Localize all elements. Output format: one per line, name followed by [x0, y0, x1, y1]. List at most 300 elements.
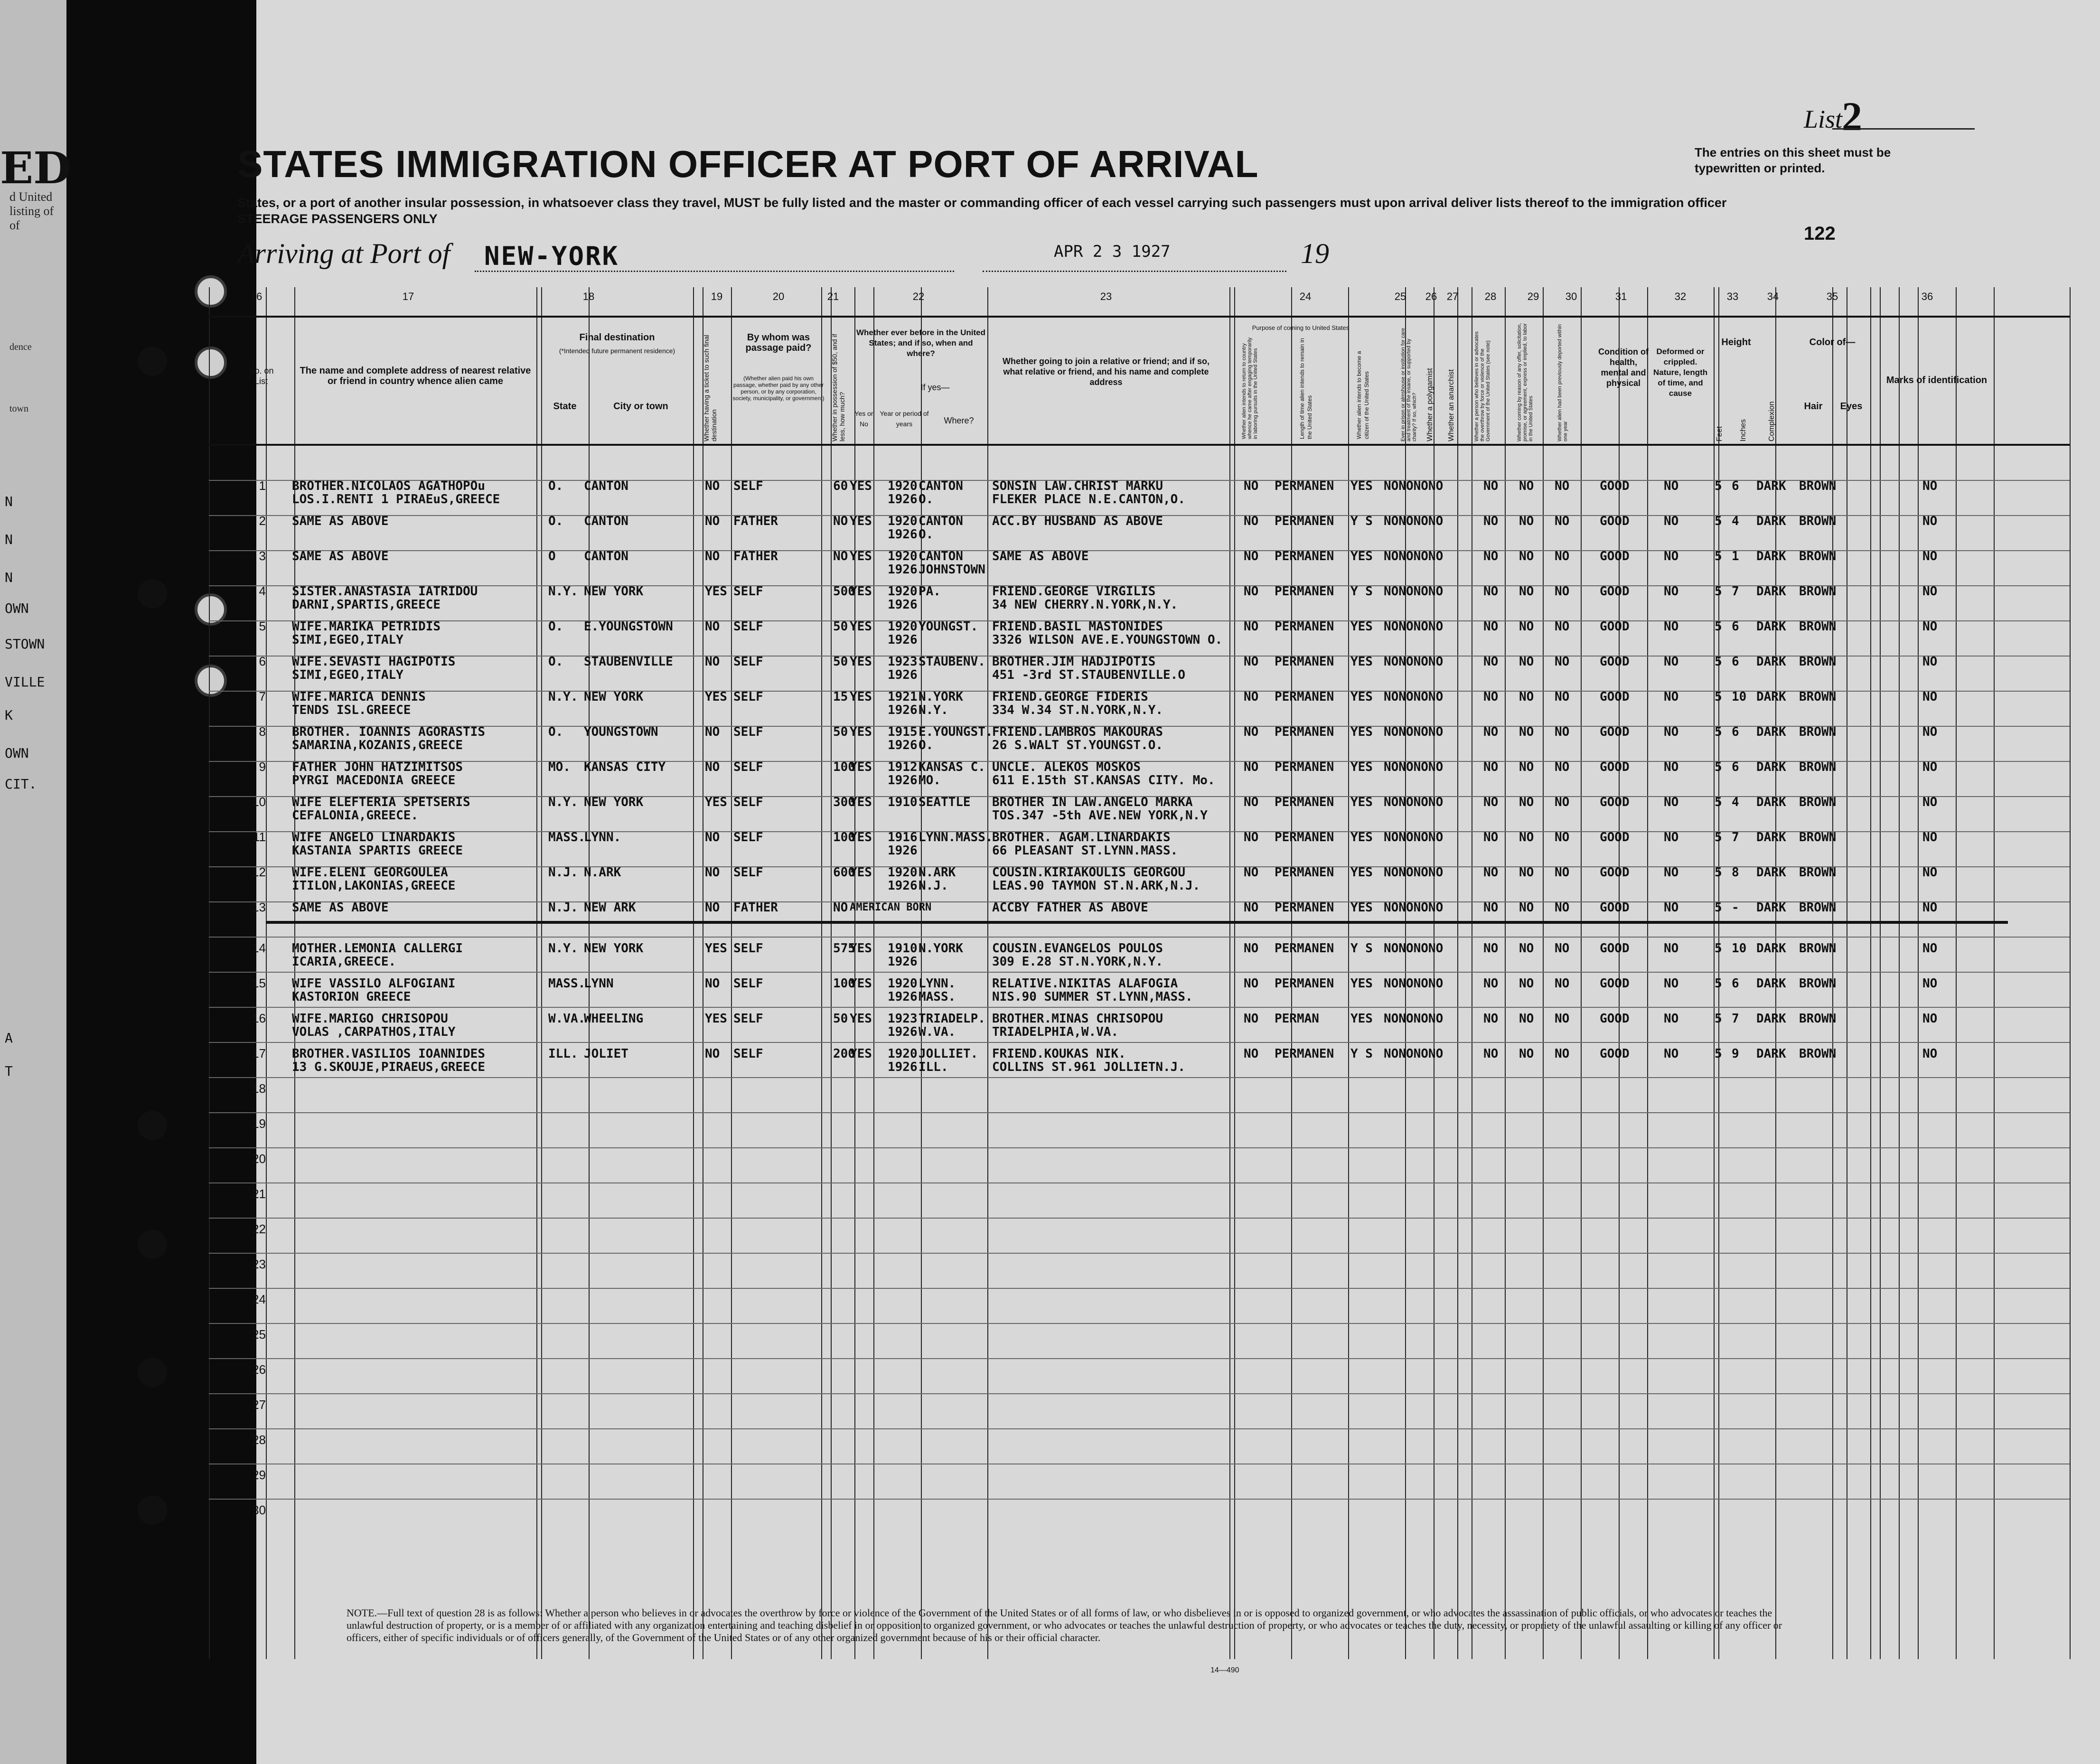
cell-inches: 4: [1732, 514, 1739, 528]
cell-where1: N.ARK: [919, 865, 956, 880]
cell-ticket: NO: [705, 514, 720, 528]
cell-marks: NO: [1922, 760, 1938, 774]
cell-years1: 1923: [888, 655, 918, 669]
grid-row-line: [209, 1428, 2070, 1429]
cell-ticket: NO: [705, 901, 720, 915]
cell-complexion: DARK: [1756, 549, 1786, 563]
grid-column-line: [1956, 287, 1957, 1659]
cell-q24b: PERMANEN: [1275, 514, 1334, 528]
cell-health: GOOD: [1600, 655, 1630, 669]
cell-q28: NO: [1483, 479, 1499, 493]
cell-money: 100: [833, 830, 855, 844]
cell-hair: BROWN: [1799, 941, 1837, 956]
cell-q24b: PERMAN: [1275, 1012, 1319, 1026]
cell-health: GOOD: [1600, 1047, 1630, 1061]
cell-hair: BROWN: [1799, 549, 1837, 563]
cell-rel1: SAME AS ABOVE: [292, 549, 389, 563]
cell-q24a: NO: [1244, 549, 1259, 563]
cell-q28: NO: [1483, 655, 1499, 669]
cell-money: 300: [833, 795, 855, 809]
cell-before: YES: [850, 941, 872, 956]
cell-city: NEW ARK: [584, 901, 636, 915]
cell-rel2: CEFALONIA,GREECE.: [292, 808, 419, 823]
cell-rel1: BROTHER.VASILIOS IOANNIDES: [292, 1047, 485, 1061]
cell-q24c: Y S: [1350, 941, 1373, 956]
cell-state: N.Y.: [548, 795, 578, 809]
grid-column-line: [541, 287, 542, 1659]
cell-q24b: PERMANEN: [1275, 865, 1334, 880]
cell-q24a: NO: [1244, 941, 1259, 956]
punch-hole: [138, 579, 167, 609]
cell-paid: FATHER: [733, 901, 778, 915]
column-number-33: 33: [1726, 291, 1739, 302]
cell-q24c: YES: [1350, 479, 1373, 493]
cell-complexion: DARK: [1756, 760, 1786, 774]
row-number: 2: [259, 514, 266, 528]
stub-town: STOWN: [5, 636, 45, 652]
grid-column-line: [693, 287, 694, 1659]
cell-money: 100: [833, 760, 855, 774]
grid-column-line: [1581, 287, 1582, 1659]
cell-where1: CANTON: [919, 479, 963, 493]
cell-where2: MASS.: [919, 990, 956, 1004]
hdr-inches: Inches: [1739, 419, 1747, 441]
grid-row-line: [209, 1393, 2070, 1394]
cell-years2: 1926: [888, 955, 918, 969]
cell-q28: NO: [1483, 976, 1499, 991]
cell-q24a: NO: [1244, 514, 1259, 528]
cell-state: O.: [548, 725, 563, 739]
stub-town: OWN: [5, 745, 29, 761]
cell-misc: NONONONO: [1384, 760, 1444, 774]
cell-q24c: YES: [1350, 725, 1373, 739]
cell-inches: 8: [1732, 865, 1739, 880]
cell-feet: 5: [1715, 479, 1722, 493]
cell-years1: 1920: [888, 514, 918, 528]
hdr-purpose: Purpose of coming to United States: [1252, 324, 1350, 331]
grid-header-line: [209, 316, 2070, 318]
cell-hair: BROWN: [1799, 1047, 1837, 1061]
cell-before: YES: [850, 865, 872, 880]
cell-q24c: Y S: [1350, 1047, 1373, 1061]
stub-town: N: [5, 570, 13, 585]
stub-town: T: [5, 1063, 13, 1079]
stub-col-b: town: [9, 403, 28, 414]
cell-where2: O.: [919, 492, 934, 507]
cell-feet: 5: [1715, 619, 1722, 634]
cell-misc: NONONONO: [1384, 549, 1444, 563]
cell-misc: NONONONO: [1384, 479, 1444, 493]
cell-health: GOOD: [1600, 584, 1630, 599]
cell-complexion: DARK: [1756, 830, 1786, 844]
cell-q29: NO: [1519, 976, 1534, 991]
cell-misc: NONONONO: [1384, 865, 1444, 880]
cell-q24c: YES: [1350, 1012, 1373, 1026]
grid-column-line: [1505, 287, 1506, 1659]
empty-row-number: 18: [252, 1081, 266, 1096]
cell-rel1: FATHER JOHN HATZIMITSOS: [292, 760, 463, 774]
cell-q24a: NO: [1244, 830, 1259, 844]
hdr-anarchist: Whether an anarchist: [1447, 369, 1455, 441]
cell-rel2: 13 G.SKOUJE,PIRAEUS,GREECE: [292, 1060, 485, 1074]
cell-q24b: PERMANEN: [1275, 619, 1334, 634]
cell-health: GOOD: [1600, 479, 1630, 493]
cell-health: GOOD: [1600, 830, 1630, 844]
cell-inches: 1: [1732, 549, 1739, 563]
cell-money: 15: [833, 690, 848, 704]
cell-city: STAUBENVILLE: [584, 655, 673, 669]
cell-marks: NO: [1922, 619, 1938, 634]
row-13-rule: [266, 921, 2008, 924]
cell-complexion: DARK: [1756, 941, 1786, 956]
stub-town: N: [5, 532, 13, 547]
cell-hair: BROWN: [1799, 901, 1837, 915]
cell-rel1: SISTER.ANASTASIA IATRIDOU: [292, 584, 478, 599]
cell-q30: NO: [1555, 941, 1570, 956]
row-number: 17: [252, 1046, 266, 1060]
form-number: 14—490: [1210, 1666, 1239, 1674]
column-number-29: 29: [1527, 291, 1539, 302]
stub-town: N: [5, 494, 13, 509]
stub-line1: d United: [9, 190, 53, 204]
cell-years1: 1923: [888, 1012, 918, 1026]
cell-q29: NO: [1519, 795, 1534, 809]
cell-misc: NONONONO: [1384, 901, 1444, 915]
column-number-20: 20: [772, 291, 785, 302]
grid-row-line: [209, 1499, 2070, 1500]
cell-deformed: NO: [1664, 976, 1679, 991]
cell-q24a: NO: [1244, 865, 1259, 880]
column-number-36: 36: [1921, 291, 1933, 302]
cell-q30: NO: [1555, 655, 1570, 669]
cell-deformed: NO: [1664, 1012, 1679, 1026]
cell-feet: 5: [1715, 1012, 1722, 1026]
hdr-marks: Marks of identification: [1886, 375, 1988, 385]
cell-years1: 1920: [888, 865, 918, 880]
page-title: STATES IMMIGRATION OFFICER AT PORT OF ARRIVAL: [237, 143, 1259, 185]
cell-years1: 1920: [888, 619, 918, 634]
cell-years2: 1926: [888, 738, 918, 752]
cell-marks: NO: [1922, 1047, 1938, 1061]
cell-rel1: WIFE.MARICA DENNIS: [292, 690, 426, 704]
cell-q30: NO: [1555, 725, 1570, 739]
cell-q24b: PERMANEN: [1275, 901, 1334, 915]
cell-before: YES: [850, 514, 872, 528]
cell-join2: COLLINS ST.961 JOLLIETN.J.: [992, 1060, 1185, 1074]
cell-rel1: BROTHER. IOANNIS AGORASTIS: [292, 725, 485, 739]
cell-rel2: SIMI,EGEO,ITALY: [292, 668, 403, 682]
subtitle: [237, 195, 1804, 227]
cell-before: YES: [850, 690, 872, 704]
hdr-if-yes: If yes—: [920, 383, 950, 392]
grid-column-line: [1899, 287, 1900, 1659]
port-line: [475, 271, 954, 272]
cell-health: GOOD: [1600, 941, 1630, 956]
cell-complexion: DARK: [1756, 1047, 1786, 1061]
cell-paid: SELF: [733, 865, 763, 880]
cell-rel2: LOS.I.RENTI 1 PIRAEuS,GREECE: [292, 492, 500, 507]
list-label: List: [1804, 105, 1843, 133]
cell-join1: FRIEND.KOUKAS NIK.: [992, 1047, 1126, 1061]
grid-column-line: [1543, 287, 1544, 1659]
cell-paid: SELF: [733, 760, 763, 774]
cell-paid: SELF: [733, 725, 763, 739]
cell-q30: NO: [1555, 479, 1570, 493]
cell-complexion: DARK: [1756, 514, 1786, 528]
cell-join2: 66 PLEASANT ST.LYNN.MASS.: [992, 844, 1178, 858]
punch-hole: [138, 1229, 167, 1259]
row-number: 12: [252, 865, 266, 879]
stub-town: K: [5, 707, 13, 723]
cell-state: N.J.: [548, 901, 578, 915]
column-number-35: 35: [1826, 291, 1838, 302]
cell-complexion: DARK: [1756, 479, 1786, 493]
cell-feet: 5: [1715, 584, 1722, 599]
cell-misc: NONONONO: [1384, 1012, 1444, 1026]
cell-join1: COUSIN.KIRIAKOULIS GEORGOU: [992, 865, 1185, 880]
cell-marks: NO: [1922, 584, 1938, 599]
cell-money: 100: [833, 976, 855, 991]
cell-q24a: NO: [1244, 760, 1259, 774]
stub-word: ED: [0, 142, 71, 194]
cell-hair: BROWN: [1799, 830, 1837, 844]
cell-state: MO.: [548, 760, 571, 774]
cell-where1: CANTON: [919, 549, 963, 563]
cell-ticket: YES: [705, 690, 727, 704]
cell-misc: NONONONO: [1384, 619, 1444, 634]
grid-row-line: [209, 937, 2070, 938]
hdr-paid-by-note: (Whether alien paid his own passage, whether paid by any other person, or by any corporation, society, municipality, or government): [732, 375, 825, 402]
cell-health: GOOD: [1600, 901, 1630, 915]
cell-before: YES: [850, 655, 872, 669]
cell-rel2: KASTORION GREECE: [292, 990, 411, 1004]
cell-q24c: YES: [1350, 976, 1373, 991]
cell-paid: SELF: [733, 655, 763, 669]
cell-before: YES: [850, 976, 872, 991]
cell-city: YOUNGSTOWN: [584, 725, 658, 739]
cell-q24a: NO: [1244, 976, 1259, 991]
cell-years2: 1926: [888, 844, 918, 858]
cell-q24a: NO: [1244, 584, 1259, 599]
empty-row-number: 30: [252, 1503, 266, 1517]
row-number: 13: [252, 900, 266, 914]
cell-ticket: NO: [705, 549, 720, 563]
cell-inches: 7: [1732, 830, 1739, 844]
cell-deformed: NO: [1664, 1047, 1679, 1061]
cell-deformed: NO: [1664, 690, 1679, 704]
cell-complexion: DARK: [1756, 865, 1786, 880]
empty-row-number: 20: [252, 1152, 266, 1166]
cell-health: GOOD: [1600, 725, 1630, 739]
cell-q24b: PERMANEN: [1275, 690, 1334, 704]
cell-ticket: NO: [705, 760, 720, 774]
cell-deformed: NO: [1664, 619, 1679, 634]
cell-inches: 6: [1732, 619, 1739, 634]
cell-paid: SELF: [733, 479, 763, 493]
cell-ticket: NO: [705, 865, 720, 880]
cell-q24a: NO: [1244, 1047, 1259, 1061]
cell-inches: 6: [1732, 479, 1739, 493]
hdr-deformed: Deformed or crippled. Nature, length of time, and cause: [1653, 347, 1708, 398]
subtitle-line2: STEERAGE PASSENGERS ONLY: [237, 212, 438, 226]
cell-rel1: MOTHER.LEMONIA CALLERGI: [292, 941, 463, 956]
cell-rel2: ITILON,LAKONIAS,GREECE: [292, 879, 456, 893]
cell-join1: BROTHER. AGAM.LINARDAKIS: [992, 830, 1171, 844]
cell-q24a: NO: [1244, 690, 1259, 704]
cell-health: GOOD: [1600, 760, 1630, 774]
cell-state: N.Y.: [548, 690, 578, 704]
grid-column-line: [1348, 287, 1349, 1659]
cell-q28: NO: [1483, 725, 1499, 739]
cell-q24b: PERMANEN: [1275, 760, 1334, 774]
cell-before: YES: [850, 1047, 872, 1061]
cell-rel2: DARNI,SPARTIS,GREECE: [292, 598, 441, 612]
cell-paid: SELF: [733, 1047, 763, 1061]
cell-q29: NO: [1519, 901, 1534, 915]
cell-where1: PA.: [919, 584, 941, 599]
cell-q30: NO: [1555, 584, 1570, 599]
cell-where1: KANSAS C.: [919, 760, 985, 774]
cell-q24a: NO: [1244, 901, 1259, 915]
cell-paid: SELF: [733, 976, 763, 991]
hdr-before: Whether ever before in the United States; and if so, when and where?: [856, 328, 986, 358]
cell-city: KANSAS CITY: [584, 760, 666, 774]
cell-feet: 5: [1715, 941, 1722, 956]
cell-join1: ACC.BY HUSBAND AS ABOVE: [992, 514, 1163, 528]
subtitle-line1: States, or a port of another insular possession, in whatsoever class they travel, MUST be fully listed and the master or commanding officer of each vessel carrying such passengers must upon arrival deliver lists thereof to the immigration officer: [237, 196, 1727, 210]
grid-row-line: [209, 1288, 2070, 1289]
cell-marks: NO: [1922, 725, 1938, 739]
cell-q29: NO: [1519, 619, 1534, 634]
cell-q24b: PERMANEN: [1275, 1047, 1334, 1061]
grid-row-line: [209, 1007, 2070, 1008]
cell-q28: NO: [1483, 760, 1499, 774]
cell-q28: NO: [1483, 514, 1499, 528]
cell-rel1: WIFE ELEFTERIA SPETSERIS: [292, 795, 470, 809]
cell-city: CANTON: [584, 514, 628, 528]
grid-column-line: [831, 287, 832, 1659]
cell-q28: NO: [1483, 795, 1499, 809]
cell-q24c: Y S: [1350, 584, 1373, 599]
cell-state: W.VA.: [548, 1012, 586, 1026]
cell-inches: 7: [1732, 584, 1739, 599]
cell-state: MASS.: [548, 830, 586, 844]
cell-q28: NO: [1483, 941, 1499, 956]
cell-q24a: NO: [1244, 479, 1259, 493]
cell-join2: 334 W.34 ST.N.YORK,N.Y.: [992, 703, 1163, 717]
cell-years2: 1926: [888, 773, 918, 788]
cell-q24a: NO: [1244, 795, 1259, 809]
stub-line2: listing of: [9, 204, 54, 218]
cell-hair: BROWN: [1799, 619, 1837, 634]
empty-row-number: 29: [252, 1468, 266, 1482]
cell-q29: NO: [1519, 655, 1534, 669]
cell-q24c: YES: [1350, 760, 1373, 774]
cell-ticket: NO: [705, 976, 720, 991]
grid-row-line: [209, 550, 2070, 551]
cell-q30: NO: [1555, 865, 1570, 880]
stub-col-a: dence: [9, 342, 32, 352]
cell-years1: 1920: [888, 584, 918, 599]
arriving-label: Arriving at Port of: [237, 238, 450, 269]
empty-row-number: 22: [252, 1222, 266, 1236]
grid-column-line: [1880, 287, 1881, 1659]
punch-hole: [138, 1358, 167, 1387]
cell-q30: NO: [1555, 830, 1570, 844]
cell-hair: BROWN: [1799, 795, 1837, 809]
cell-complexion: DARK: [1756, 976, 1786, 991]
hdr-health: Condition of health, mental and physical: [1598, 347, 1649, 388]
cell-q30: NO: [1555, 976, 1570, 991]
hdr-join: Whether going to join a relative or friend; and if so, what relative or friend, and his name and complete address: [1002, 357, 1210, 387]
cell-join1: ACCBY FATHER AS ABOVE: [992, 901, 1148, 915]
cell-deformed: NO: [1664, 865, 1679, 880]
cell-misc: NONONONO: [1384, 584, 1444, 599]
cell-q29: NO: [1519, 725, 1534, 739]
empty-row-number: 21: [252, 1187, 266, 1201]
cell-q24a: NO: [1244, 619, 1259, 634]
list-number: 2: [1842, 94, 1862, 139]
row-number: 1: [259, 479, 266, 493]
grid-row-line: [209, 972, 2070, 973]
stub-town: CIT.: [5, 776, 37, 792]
cell-q24c: YES: [1350, 619, 1373, 634]
cell-years1: 1920: [888, 976, 918, 991]
cell-feet: 5: [1715, 690, 1722, 704]
grid-row-line: [209, 1218, 2070, 1219]
hdr-q30: Whether alien had been previously deported within one year: [1557, 324, 1568, 441]
cell-q24c: YES: [1350, 795, 1373, 809]
hdr-year-period: Year or period of years: [880, 410, 929, 428]
cell-where2: N.J.: [919, 879, 948, 893]
cell-ticket: YES: [705, 1012, 727, 1026]
cell-years2: 1926: [888, 1060, 918, 1074]
sheet-number: 122: [1804, 223, 1836, 244]
cell-before: YES: [850, 549, 872, 563]
cell-where2: ILL.: [919, 1060, 948, 1074]
cell-deformed: NO: [1664, 584, 1679, 599]
cell-complexion: DARK: [1756, 795, 1786, 809]
cell-q28: NO: [1483, 830, 1499, 844]
cell-feet: 5: [1715, 830, 1722, 844]
cell-inches: 7: [1732, 1012, 1739, 1026]
cell-marks: NO: [1922, 865, 1938, 880]
cell-deformed: NO: [1664, 760, 1679, 774]
cell-before: AMERICAN BORN: [850, 901, 932, 913]
cell-rel2: ICARIA,GREECE.: [292, 955, 396, 969]
cell-years1: 1912: [888, 760, 918, 774]
hdr-feet: Feet: [1716, 426, 1724, 441]
cell-feet: 5: [1715, 725, 1722, 739]
cell-marks: NO: [1922, 1012, 1938, 1026]
cell-before: YES: [850, 760, 872, 774]
cell-q24b: PERMANEN: [1275, 941, 1334, 956]
row-number: 4: [259, 584, 266, 598]
cell-hair: BROWN: [1799, 690, 1837, 704]
year-prefix: 19: [1301, 238, 1329, 269]
hdr-purpose-b: Length of time alien intends to remain in the United States: [1299, 338, 1313, 439]
cell-city: NEW YORK: [584, 584, 644, 599]
hdr-color-of: Color of—: [1809, 337, 1856, 347]
cell-inches: 6: [1732, 655, 1739, 669]
column-number-32: 32: [1674, 291, 1687, 302]
cell-health: GOOD: [1600, 1012, 1630, 1026]
cell-q28: NO: [1483, 690, 1499, 704]
hdr-no-on-list: No. on List: [248, 366, 274, 386]
cell-rel2: SIMI,EGEO,ITALY: [292, 633, 403, 647]
cell-feet: 5: [1715, 865, 1722, 880]
cell-money: 600: [833, 865, 855, 880]
